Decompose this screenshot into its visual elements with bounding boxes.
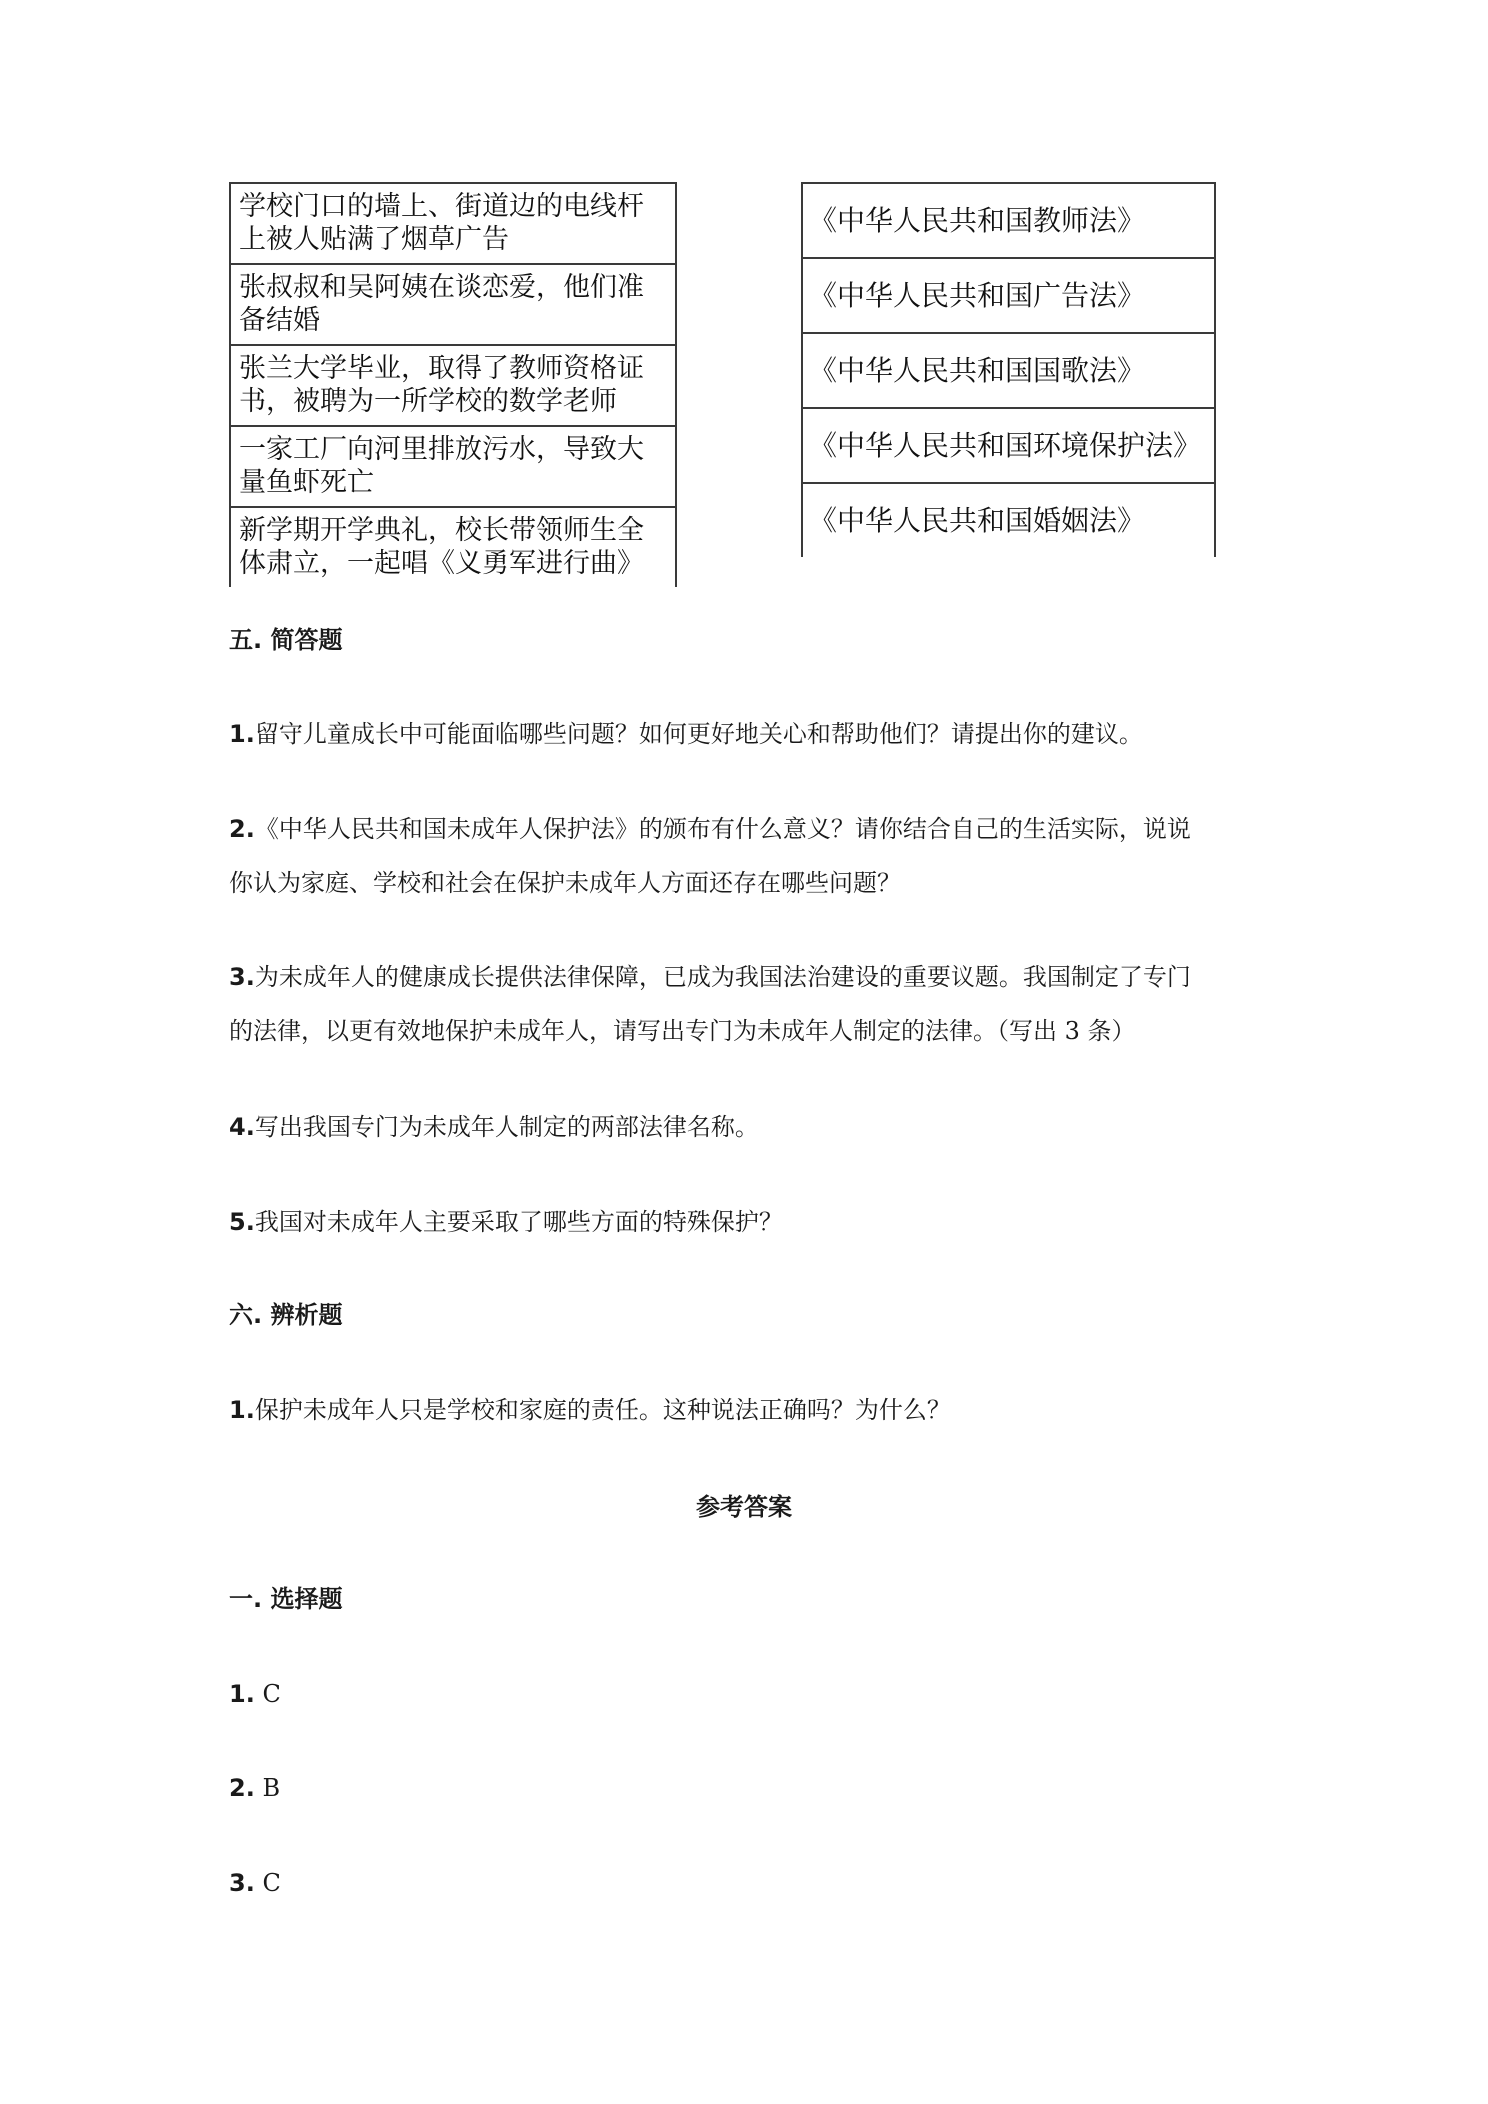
question-5-4: 4.写出我国专门为未成年人制定的两部法律名称。 xyxy=(229,1113,759,1141)
answers-heading: 一. 选择题 xyxy=(229,1585,343,1613)
right-cell-4: 《中华人民共和国环境保护法》 xyxy=(802,408,1215,483)
answers-title: 参考答案 xyxy=(696,1493,792,1521)
left-cell-1: 学校门口的墙上、街道边的电线杆 上被人贴满了烟草广告 xyxy=(230,183,676,264)
table-row xyxy=(230,264,676,345)
answer-item: 1. C xyxy=(229,1680,281,1708)
right-cell-1: 《中华人民共和国教师法》 xyxy=(802,183,1215,258)
table-row xyxy=(802,333,1215,408)
left-cell-5: 新学期开学典礼，校长带领师生全 体肃立，一起唱《义勇军进行曲》 xyxy=(230,507,676,587)
right-cell-2: 《中华人民共和国广告法》 xyxy=(802,258,1215,333)
question-6-1: 1.保护未成年人只是学校和家庭的责任。这种说法正确吗？为什么？ xyxy=(229,1396,951,1424)
table-row xyxy=(802,483,1215,557)
question-5-5: 5.我国对未成年人主要采取了哪些方面的特殊保护？ xyxy=(229,1208,783,1236)
answer-item: 2. B xyxy=(229,1774,281,1802)
question-5-2-line2: 你认为家庭、学校和社会在保护未成年人方面还存在哪些问题？ xyxy=(229,869,901,897)
matching-left-table xyxy=(229,182,677,587)
left-cell-3: 张兰大学毕业，取得了教师资格证 书，被聘为一所学校的数学老师 xyxy=(230,345,676,426)
right-cell-3: 《中华人民共和国国歌法》 xyxy=(802,333,1215,408)
table-row xyxy=(802,183,1215,258)
table-row xyxy=(230,426,676,507)
table-row xyxy=(802,258,1215,333)
table-row xyxy=(802,408,1215,483)
question-5-3-line2: 的法律，以更有效地保护未成年人，请写出专门为未成年人制定的法律。（写出 3 条） xyxy=(229,1017,1136,1045)
right-cell-5: 《中华人民共和国婚姻法》 xyxy=(802,483,1215,557)
section6-heading: 六. 辨析题 xyxy=(229,1301,343,1329)
left-cell-4: 一家工厂向河里排放污水，导致大 量鱼虾死亡 xyxy=(230,426,676,507)
matching-right-table xyxy=(801,182,1216,557)
question-5-3-line1: 3.为未成年人的健康成长提供法律保障，已成为我国法治建设的重要议题。我国制定了专门 xyxy=(229,963,1191,991)
table-row xyxy=(230,507,676,587)
table-row xyxy=(230,345,676,426)
answer-item: 3. C xyxy=(229,1869,281,1897)
question-5-2-line1: 2.《中华人民共和国未成年人保护法》的颁布有什么意义？请你结合自己的生活实际，说说 xyxy=(229,815,1191,843)
section5-heading: 五. 简答题 xyxy=(229,626,343,654)
table-row xyxy=(230,183,676,264)
left-cell-2: 张叔叔和吴阿姨在谈恋爱，他们准 备结婚 xyxy=(230,264,676,345)
question-5-1: 1.留守儿童成长中可能面临哪些问题？如何更好地关心和帮助他们？请提出你的建议。 xyxy=(229,720,1143,748)
